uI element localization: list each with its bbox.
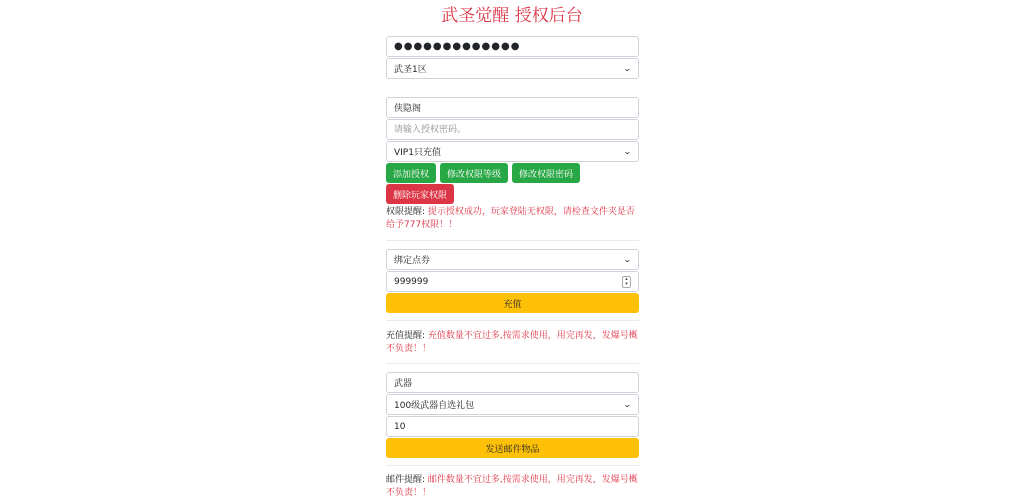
add-auth-button[interactable]: 添加授权 [386, 163, 436, 183]
chevron-down-icon: ⌄ [623, 400, 633, 409]
chevron-down-icon: ⌄ [623, 255, 633, 264]
mail-notice-text: 邮件数量不宜过多,按需求使用，用完再发，发爆号概不负责！！ [386, 475, 638, 498]
vip-level-select[interactable] [386, 141, 639, 162]
item-quantity-input[interactable]: 10 [386, 416, 639, 437]
chevron-down-icon: ⌄ [623, 64, 633, 73]
recharge-notice-text: 充值数量不宜过多,按需求使用，用完再发，发爆号概不负责！！ [386, 331, 638, 354]
vip-level-select-value: VIP1只充值 [394, 148, 441, 158]
server-select[interactable] [386, 58, 639, 79]
recharge-amount-input[interactable] [386, 271, 639, 292]
chevron-down-icon: ⌄ [623, 147, 633, 156]
mail-notice [386, 474, 639, 500]
spinner-arrows-icon[interactable]: ▴ ▾ [622, 276, 631, 288]
recharge-amount-value: 999999 [394, 276, 429, 287]
page-title: 武圣觉醒 授权后台 [441, 6, 583, 26]
send-mail-item-button[interactable]: 发送邮件物品 [386, 438, 639, 458]
recharge-button[interactable]: 充值 [386, 293, 639, 313]
auth-password-input[interactable] [386, 119, 639, 140]
auth-notice [386, 206, 639, 232]
currency-type-select-value: 绑定点券 [394, 256, 431, 266]
player-name-field[interactable]: 侠隐阁 [386, 97, 639, 118]
change-level-button[interactable]: 修改权限等级 [440, 163, 508, 183]
change-auth-password-button[interactable]: 修改权限密码 [512, 163, 580, 183]
delete-player-auth-button[interactable]: 删除玩家权限 [386, 184, 454, 204]
item-category-field[interactable]: 武器 [386, 372, 639, 393]
recharge-notice [386, 330, 639, 356]
auth-notice-label: 权限提醒: [386, 207, 426, 217]
auth-panel [386, 36, 639, 500]
item-select[interactable] [386, 394, 639, 415]
mail-notice-label: 邮件提醒: [386, 475, 426, 485]
auth-notice-text: 提示授权成功，玩家登陆无权限，请检查文件夹是否给予777权限！！ [386, 207, 635, 230]
server-select-value: 武圣1区 [394, 65, 427, 75]
admin-password-field[interactable]: ●●●●●●●●●●●●● [386, 36, 639, 57]
recharge-notice-label: 充值提醒: [386, 331, 426, 341]
currency-type-select[interactable] [386, 249, 639, 270]
item-select-value: 100级武器自选礼包 [394, 401, 475, 411]
